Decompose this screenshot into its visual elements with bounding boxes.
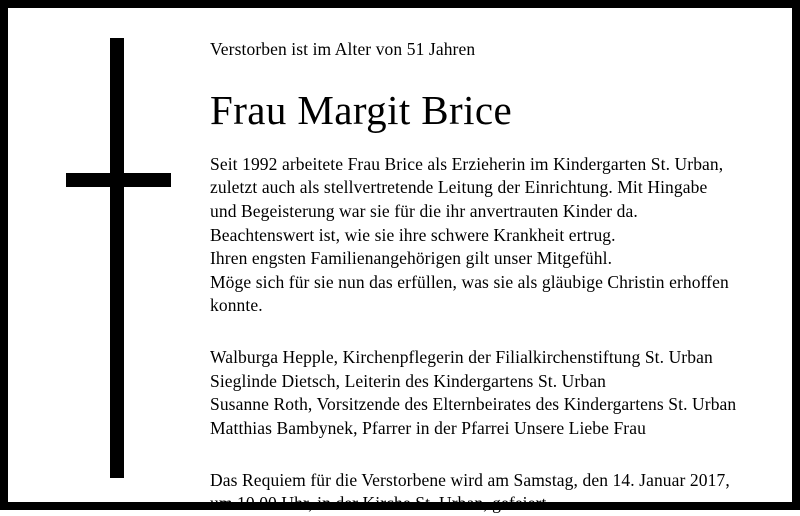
tribute-line: konnte.: [210, 295, 263, 316]
requiem-line: Das Requiem für die Verstorbene wird am Samstag, den 14. Januar 2017,: [210, 469, 730, 490]
cross-vertical-bar: [110, 38, 124, 478]
age-line: Verstorben ist im Alter von 51 Jahren: [210, 39, 476, 59]
tribute-paragraph: [210, 153, 772, 318]
tribute-line: Beachtenswert ist, wie sie ihre schwere Krankheit ertrug.: [210, 224, 616, 245]
tribute-line: Seit 1992 arbeitete Frau Brice als Erzieherin im Kindergarten St. Urban,: [210, 153, 724, 174]
signatory-line: Matthias Bambynek, Pfarrer in der Pfarrei Unsere Liebe Frau: [210, 417, 646, 438]
deceased-name: Frau Margit Brice: [210, 86, 513, 133]
requiem-paragraph: [210, 469, 772, 516]
cross-horizontal-bar: [66, 173, 171, 187]
signatories-list: [210, 346, 772, 441]
christian-cross-icon: [38, 28, 198, 488]
tribute-line: und Begeisterung war sie für die ihr anvertrauten Kinder da.: [210, 200, 638, 221]
notice-inner-panel: [8, 8, 792, 514]
tribute-line: Möge sich für sie nun das erfüllen, was sie als gläubige Christin erhoffen: [210, 271, 729, 292]
signatory-line: Sieglinde Dietsch, Leiterin des Kindergartens St. Urban: [210, 370, 606, 391]
signatory-line: Susanne Roth, Vorsitzende des Elternbeirates des Kindergartens St. Urban: [210, 394, 737, 415]
signatory-line: Walburga Hepple, Kirchenpflegerin der Filialkirchenstiftung St. Urban: [210, 347, 713, 368]
tribute-line: zuletzt auch als stellvertretende Leitung der Einrichtung. Mit Hingabe: [210, 177, 708, 198]
tribute-line: Ihren engsten Familienangehörigen gilt unser Mitgefühl.: [210, 248, 613, 269]
notice-text-column: [210, 38, 772, 516]
requiem-line: um 10.00 Uhr, in der Kirche St. Urban, gefeiert.: [210, 493, 551, 514]
